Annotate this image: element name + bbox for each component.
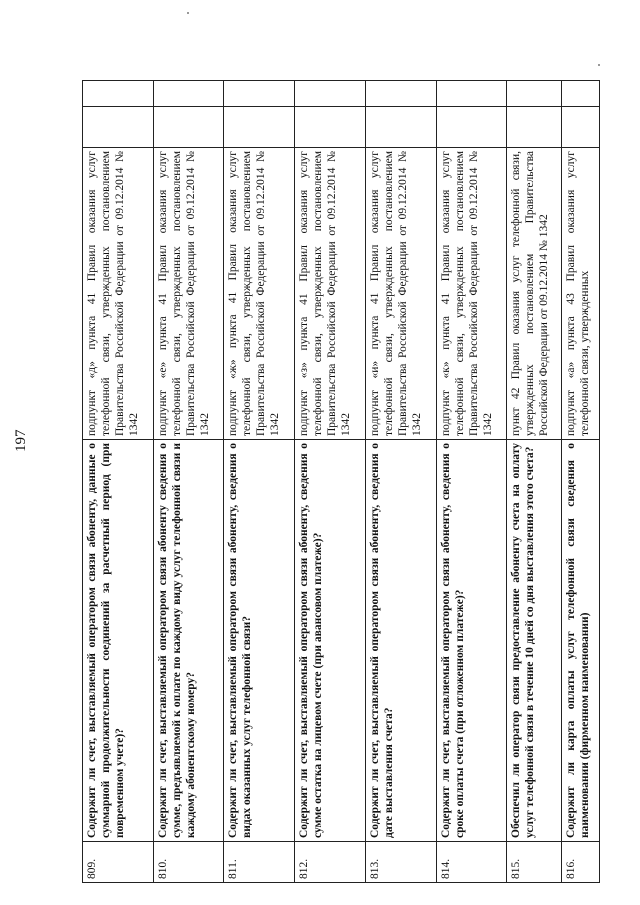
table-row [83,81,154,883]
empty-cell [436,81,507,107]
table-row [295,81,366,883]
row-question: Содержит ли счет, выставляемый оператором связи абоненту сведения о сумме, предъявляемой к оплате по каждому виду услуг телефонной связи и каждому абонентскому номеру? [153,440,224,842]
row-number: 810. [153,842,224,883]
row-question: Содержит ли счет, выставляемый оператором связи абоненту, сведения о видах оказанных услуг телефонной связи? [224,440,295,842]
row-reference: подпункт «к» пункта 41 Правил оказания услуг телефонной связи, утвержденных постановлением Правительства Российской Федерации от 09.12.2014 № 1342 [436,148,507,440]
row-reference: подпункт «а» пункта 43 Правил оказания услуг телефонной связи, утвержденных [561,148,599,440]
row-reference: подпункт «е» пункта 41 Правил оказания услуг телефонной связи, утвержденных постановлением Правительства Российской Федерации от 09.12.2014 № 1342 [153,148,224,440]
row-question: Обеспечил ли оператор связи предоставление абоненту счета на оплату услуг телефонной связи в течение 10 дней со дня выставления этого счета? [507,440,561,842]
empty-cell [507,107,561,148]
empty-cell [561,81,599,107]
empty-cell [561,107,599,148]
table-row [561,81,599,883]
scan-dot [187,12,189,14]
row-number: 814. [436,842,507,883]
row-number: 813. [365,842,436,883]
row-reference: подпункт «з» пункта 41 Правил оказания услуг телефонной связи, утвержденных постановлением Правительства Российской Федерации от 09.12.2014 № 1342 [295,148,366,440]
empty-cell [507,81,561,107]
empty-cell [224,107,295,148]
empty-cell [83,81,154,107]
table-row [436,81,507,883]
row-reference: подпункт «и» пункта 41 Правил оказания услуг телефонной связи, утвержденных постановлением Правительства Российской Федерации от 09.12.2014 № 1342 [365,148,436,440]
scan-dot [598,64,600,66]
row-reference: пункт 42 Правил оказания услуг телефонной связи, утвержденных постановлением Правительства Российской Федерации от 09.12.2014 № 1342 [507,148,561,440]
row-question: Содержит ли счет, выставляемый оператором связи абоненту, сведения о сроке оплаты счета (при отложенном платеже)? [436,440,507,842]
row-question: Содержит ли счет, выставляемый оператором связи абоненту, данные о суммарной продолжительности соединений за расчетный период (при повременном учете)? [83,440,154,842]
empty-cell [224,81,295,107]
row-reference: подпункт «д» пункта 41 Правил оказания услуг телефонной связи, утвержденных постановлением Правительства Российской Федерации от 09.12.2014 № 1342 [83,148,154,440]
table-row [224,81,295,883]
row-number: 815. [507,842,561,883]
empty-cell [83,107,154,148]
rotated-page-content [82,80,600,883]
empty-cell [295,81,366,107]
empty-cell [295,107,366,148]
row-number: 809. [83,842,154,883]
row-question: Содержит ли карта оплаты услуг телефонной связи сведения о наименовании (фирменном наименовании) [561,440,599,842]
table-row [365,81,436,883]
empty-cell [153,107,224,148]
row-number: 812. [295,842,366,883]
table-row [507,81,561,883]
empty-cell [153,81,224,107]
empty-cell [365,81,436,107]
row-question: Содержит ли счет, выставляемый оператором связи абоненту, сведения о дате выставления счета? [365,440,436,842]
table-row [153,81,224,883]
empty-cell [365,107,436,148]
row-number: 811. [224,842,295,883]
row-number: 816. [561,842,599,883]
empty-cell [436,107,507,148]
row-reference: подпункт «ж» пункта 41 Правил оказания услуг телефонной связи, утвержденных постановлением Правительства Российской Федерации от 09.12.2014 № 1342 [224,148,295,440]
checklist-table [82,80,600,883]
page-number: 197 [13,429,29,452]
row-question: Содержит ли счет, выставляемый оператором связи абоненту, сведения о сумме остатка на лицевом счете (при авансовом платеже)? [295,440,366,842]
